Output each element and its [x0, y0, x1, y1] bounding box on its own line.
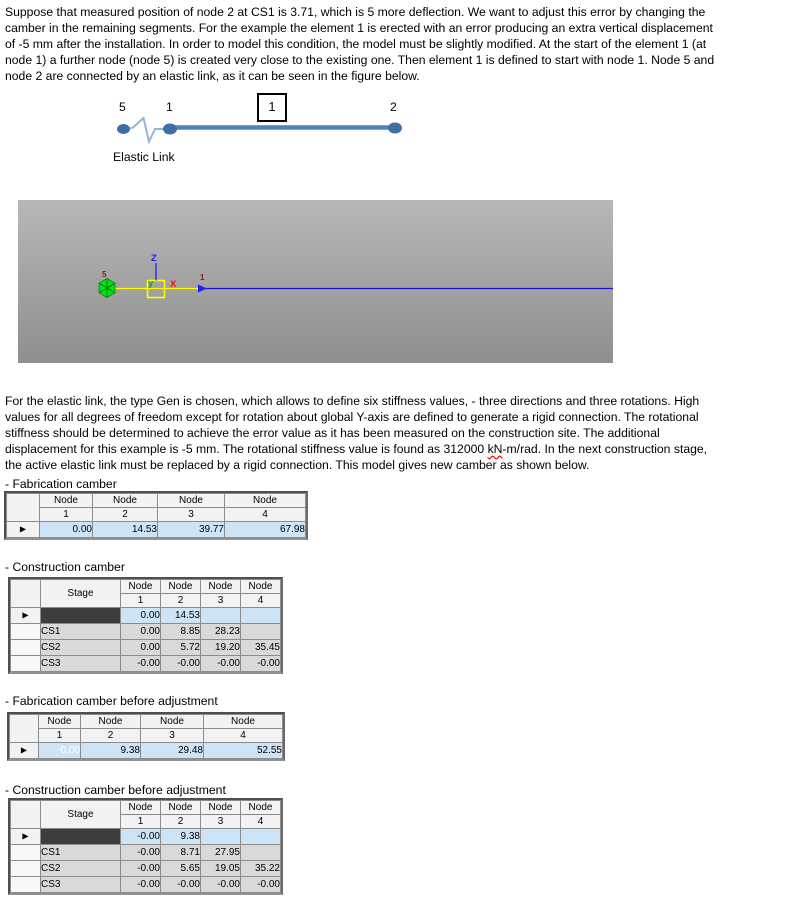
row-selector	[11, 656, 41, 672]
elastic-link-label: Elastic Link	[113, 150, 175, 164]
camber-value: -0.00	[121, 845, 161, 861]
camber-value: 39.77	[158, 522, 225, 538]
current-row-marker: ▶	[11, 608, 41, 624]
camber-value: 5.65	[161, 861, 201, 877]
stage-cell: CS1	[41, 624, 121, 640]
camber-value: -0.00	[201, 877, 241, 893]
column-header: Node	[81, 715, 141, 729]
construction-camber-table	[8, 577, 283, 674]
column-number: 1	[40, 508, 93, 522]
row-selector-header	[11, 580, 41, 608]
camber-value: 67.98	[225, 522, 306, 538]
camber-value: 14.53	[93, 522, 158, 538]
camber-value	[241, 829, 281, 845]
figure-node5-label: 5	[119, 100, 126, 114]
column-number: 3	[141, 729, 204, 743]
paragraph-line: node 2 are connected by an elastic link, as it can be seen in the figure below.	[5, 69, 420, 83]
camber-value: -0.00	[201, 656, 241, 672]
paragraph-line: node 1) a further node (node 5) is created very close to the existing one. Then element 1 is defined to start with node 1. Node 5 and	[5, 53, 715, 67]
camber-value: 8.71	[161, 845, 201, 861]
model-view-screenshot	[18, 200, 613, 363]
current-row-marker: ▶	[11, 829, 41, 845]
stage-cell-selected	[41, 829, 121, 845]
z-axis-label: Z	[151, 253, 157, 264]
elastic-link-paragraph	[5, 393, 707, 473]
stage-cell: CS2	[41, 640, 121, 656]
column-number: 4	[241, 815, 281, 829]
column-number: 4	[241, 594, 281, 608]
fabrication-before-table	[7, 712, 285, 761]
node1-dot	[163, 124, 177, 135]
support-node-icon	[99, 279, 115, 298]
y-axis-label: y	[148, 278, 154, 289]
paragraph-line: For the elastic link, the type Gen is chosen, which allows to define six stiffness values, - three directions and three rotations. High	[5, 394, 700, 408]
camber-value: -0.00	[161, 656, 201, 672]
row-selector	[11, 861, 41, 877]
camber-value: 5.72	[161, 640, 201, 656]
node2-dot	[388, 123, 402, 134]
row-selector-header	[10, 715, 39, 743]
column-header: Node	[225, 494, 306, 508]
stage-cell: CS3	[41, 877, 121, 893]
column-header: Node	[161, 580, 201, 594]
camber-value: -0.00	[161, 877, 201, 893]
row-selector-header	[7, 494, 40, 522]
camber-value: 0.00	[40, 522, 93, 538]
paragraph-line: displacement for this example is -5 mm. The rotational stiffness value is found as 312000 kN-m/rad. In the next construction stage,	[5, 442, 708, 456]
camber-value: 35.22	[241, 861, 281, 877]
camber-value: 9.38	[81, 743, 141, 759]
intro-paragraph	[5, 4, 714, 84]
paragraph-line: of -5 mm after the installation. In order to model this condition, the model must be slightly modified. At the start of the element 1 (at	[5, 37, 707, 51]
spellcheck-word: kN	[487, 442, 503, 456]
spring-icon	[126, 118, 166, 142]
paragraph-line: camber in the remaining segments. For the example the element 1 is erected with an error producing an extra vertical displacement	[5, 21, 713, 35]
stage-cell: CS2	[41, 861, 121, 877]
column-header: Node	[204, 715, 283, 729]
camber-value	[241, 624, 281, 640]
stage-cell-selected	[41, 608, 121, 624]
camber-value: 0.00	[121, 624, 161, 640]
column-number: 4	[225, 508, 306, 522]
paragraph-line: stiffness should be determined to achieve the error value as it has been measured on the construction site. The additional	[5, 426, 660, 440]
stage-column-header: Stage	[41, 580, 121, 608]
camber-value	[241, 845, 281, 861]
paragraph-line: Suppose that measured position of node 2 at CS1 is 3.71, which is 5 more deflection. We want to adjust this error by changing the	[5, 5, 706, 19]
fabrication-camber-caption: - Fabrication camber	[5, 477, 117, 491]
column-number: 2	[161, 815, 201, 829]
construction-before-table	[8, 798, 283, 895]
camber-value: 9.38	[161, 829, 201, 845]
column-header: Node	[161, 801, 201, 815]
paragraph-line: the active elastic link must be replaced by a rigid connection. This model gives new camber as shown below.	[5, 458, 590, 472]
model-node5-label: 5	[102, 270, 107, 279]
column-header: Node	[141, 715, 204, 729]
construction-before-caption: - Construction camber before adjustment	[5, 783, 226, 797]
camber-value: -0.00	[121, 656, 161, 672]
column-header: Node	[241, 580, 281, 594]
fabrication-before-caption: - Fabrication camber before adjustment	[5, 694, 218, 708]
camber-value: 0.00	[121, 608, 161, 624]
camber-value: 28.23	[201, 624, 241, 640]
node5-dot	[117, 124, 130, 134]
row-selector	[11, 845, 41, 861]
camber-value: 27.95	[201, 845, 241, 861]
column-header: Node	[158, 494, 225, 508]
camber-value	[201, 829, 241, 845]
camber-value: -0.00	[121, 829, 161, 845]
camber-value: 52.55	[204, 743, 283, 759]
row-selector	[11, 624, 41, 640]
camber-value: 35.45	[241, 640, 281, 656]
camber-value: 19.05	[201, 861, 241, 877]
camber-value: 0.00	[121, 640, 161, 656]
column-header: Node	[241, 801, 281, 815]
row-selector-header	[11, 801, 41, 829]
figure-node2-label: 2	[390, 100, 397, 114]
camber-value: 29.48	[141, 743, 204, 759]
element-direction-arrow	[198, 285, 207, 293]
camber-value: -0.00	[121, 861, 161, 877]
paragraph-line: values for all degrees of freedom except for rotation about global Y-axis are defined to generate a rigid connection. The rotational	[5, 410, 699, 424]
camber-value-selected: -0.00	[39, 743, 81, 759]
column-number: 2	[81, 729, 141, 743]
column-header: Node	[121, 801, 161, 815]
column-number: 1	[121, 815, 161, 829]
row-selector	[11, 640, 41, 656]
column-header: Node	[40, 494, 93, 508]
model-node1-label: 1	[200, 273, 205, 282]
camber-value: 19.20	[201, 640, 241, 656]
current-row-marker: ▶	[7, 522, 40, 538]
column-header: Node	[121, 580, 161, 594]
stage-cell: CS3	[41, 656, 121, 672]
stage-cell: CS1	[41, 845, 121, 861]
stage-column-header: Stage	[41, 801, 121, 829]
fabrication-camber-table	[4, 491, 308, 540]
column-header: Node	[201, 580, 241, 594]
column-number: 2	[93, 508, 158, 522]
row-selector	[11, 877, 41, 893]
column-number: 2	[161, 594, 201, 608]
model-shapes	[18, 200, 613, 363]
column-number: 4	[204, 729, 283, 743]
current-row-marker: ▶	[10, 743, 39, 759]
camber-value: -0.00	[241, 877, 281, 893]
column-number: 3	[158, 508, 225, 522]
camber-value	[201, 608, 241, 624]
figure-node1-label: 1	[166, 100, 173, 114]
camber-value	[241, 608, 281, 624]
column-number: 3	[201, 594, 241, 608]
camber-value: 8.85	[161, 624, 201, 640]
column-header: Node	[39, 715, 81, 729]
x-axis-label: X	[170, 279, 177, 290]
construction-camber-caption: - Construction camber	[5, 560, 125, 574]
camber-value: -0.00	[121, 877, 161, 893]
column-header: Node	[93, 494, 158, 508]
column-number: 1	[121, 594, 161, 608]
column-number: 3	[201, 815, 241, 829]
element-number-box: 1	[257, 93, 287, 122]
column-number: 1	[39, 729, 81, 743]
camber-value: 14.53	[161, 608, 201, 624]
column-header: Node	[201, 801, 241, 815]
camber-value: -0.00	[241, 656, 281, 672]
